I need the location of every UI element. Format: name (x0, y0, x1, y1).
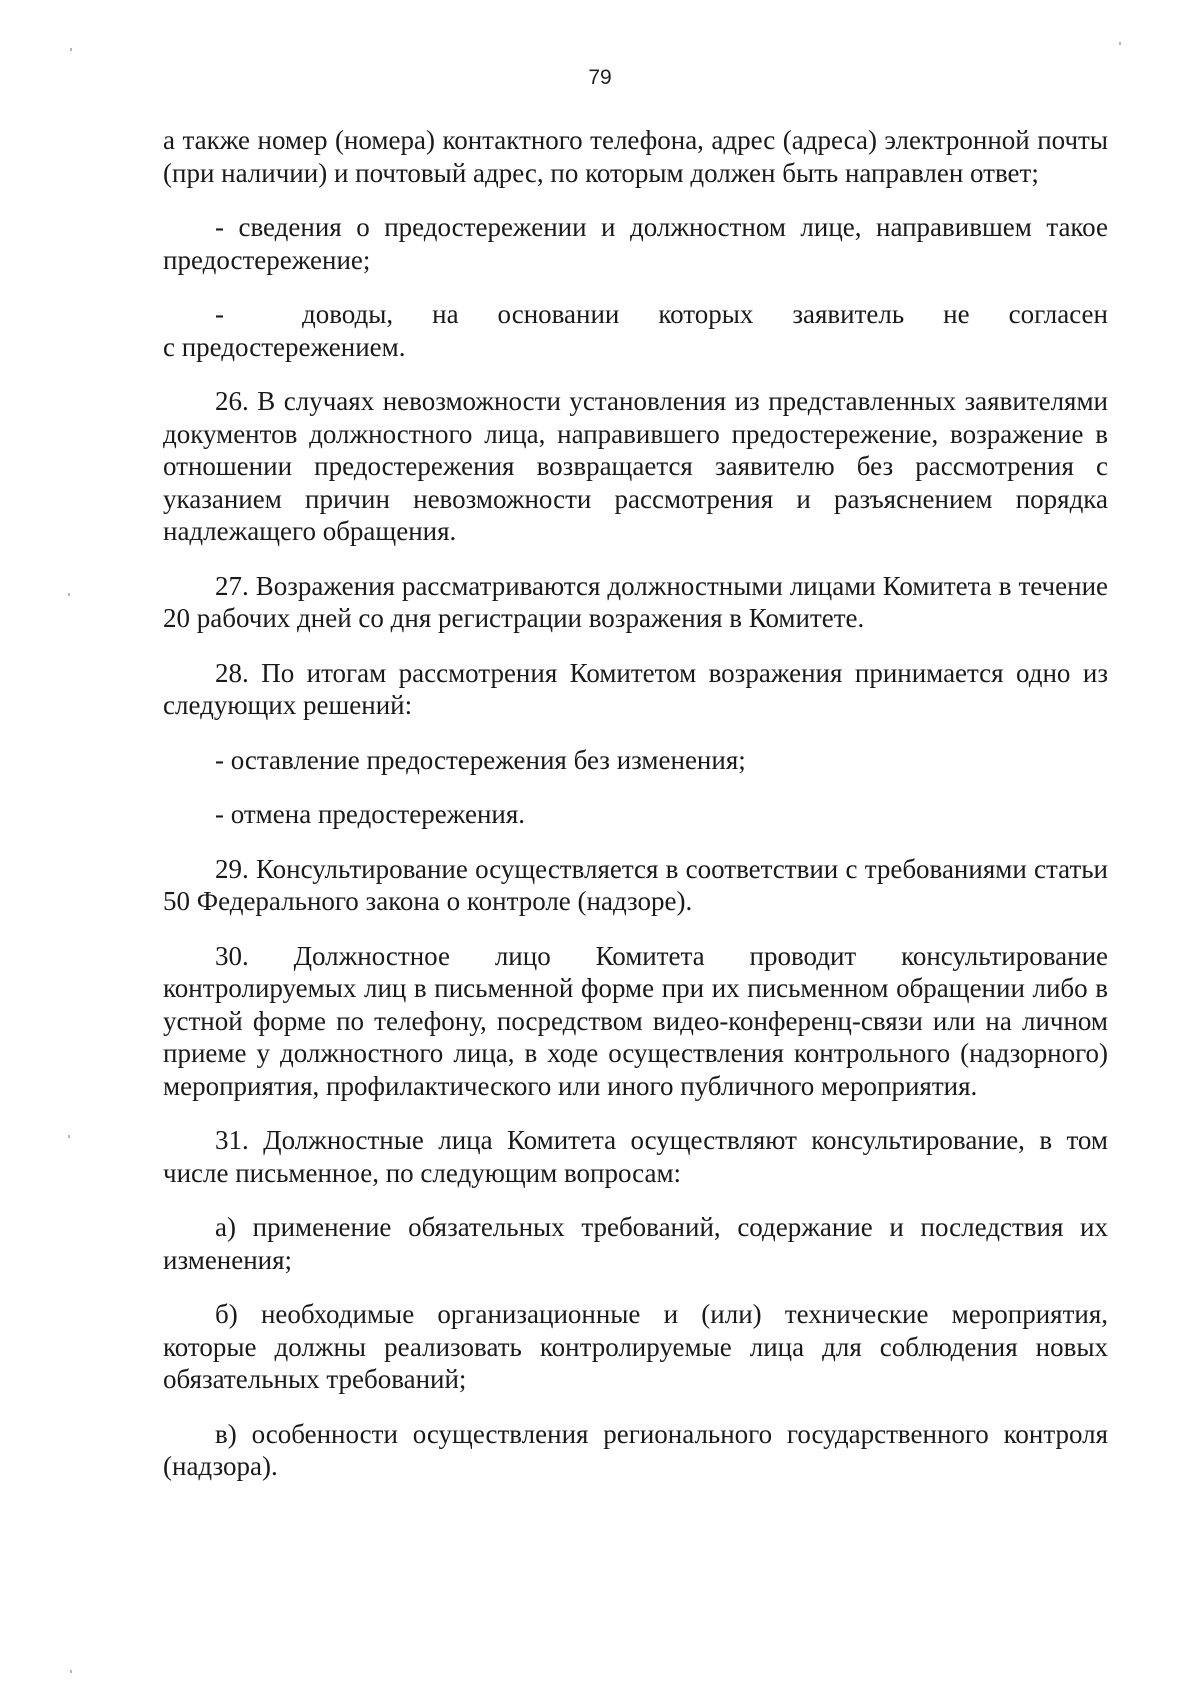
list-item-c: в) особенности осуществления регионального государственного контроля (надзора). (163, 1418, 1108, 1481)
list-item-a: а) применение обязательных требований, содержание и последствия их изменения; (163, 1212, 1108, 1275)
paragraph-27: 27. Возражения рассматриваются должностными лицами Комитета в течение 20 рабочих дней со дня регистрации возражения в Комитете. (163, 570, 1108, 633)
scan-speck (1119, 42, 1121, 45)
paragraph-31: 31. Должностные лица Комитета осуществляют консультирование, в том числе письменное, по следующим вопросам: (163, 1125, 1108, 1188)
scan-speck (70, 1670, 72, 1673)
paragraph-continuation: а также номер (номера) контактного телефона, адрес (адреса) электронной почты (при наличии) и почтовый адрес, по которым должен быть направлен ответ; (163, 125, 1108, 188)
scan-speck (70, 48, 72, 51)
paragraph-arguments-end: с предостережением. (163, 331, 406, 362)
paragraph-26: 26. В случаях невозможности установления из представленных заявителями документов должностного лица, направившего предостережение, возражение в отношении предостережения возвращается заявителю без рассмотрения с указанием причин невозможности рассмотрения и разъяснением порядка надлежащего обращения. (163, 386, 1108, 546)
paragraph-warning-info: - сведения о предостережении и должностном лице, направившем такое предостережение; (163, 212, 1108, 275)
paragraph-30: 30. Должностное лицо Комитета проводит консультирование контролируемых лиц в письменной форме при их письменном обращении либо в устной форме по телефону, посредством видео-конференц-связи или на личном приеме у должностного лица, в ходе осуществления контрольного (надзорного) мероприятия, профилактического или иного публичного мероприятия. (163, 940, 1108, 1101)
document-body (163, 124, 1108, 1505)
scan-speck (68, 593, 70, 596)
paragraph-arguments: - доводы, на основании которых заявитель не согласен (215, 299, 1108, 329)
list-item-unchanged: - оставление предостережения без изменения; (215, 744, 746, 775)
page-number: 79 (588, 66, 612, 89)
list-item-cancel: - отмена предостережения. (215, 799, 526, 829)
list-item-b: б) необходимые организационные и (или) технические мероприятия, которые должны реализовать контролируемые лица для соблюдения новых обязательных требований; (163, 1299, 1108, 1394)
scan-speck (68, 1135, 70, 1138)
paragraph-29: 29. Консультирование осуществляется в соответствии с требованиями статьи 50 Федерального закона о контроле (надзоре). (163, 853, 1108, 916)
paragraph-28: 28. По итогам рассмотрения Комитетом возражения принимается одно из следующих решений: (163, 657, 1108, 720)
